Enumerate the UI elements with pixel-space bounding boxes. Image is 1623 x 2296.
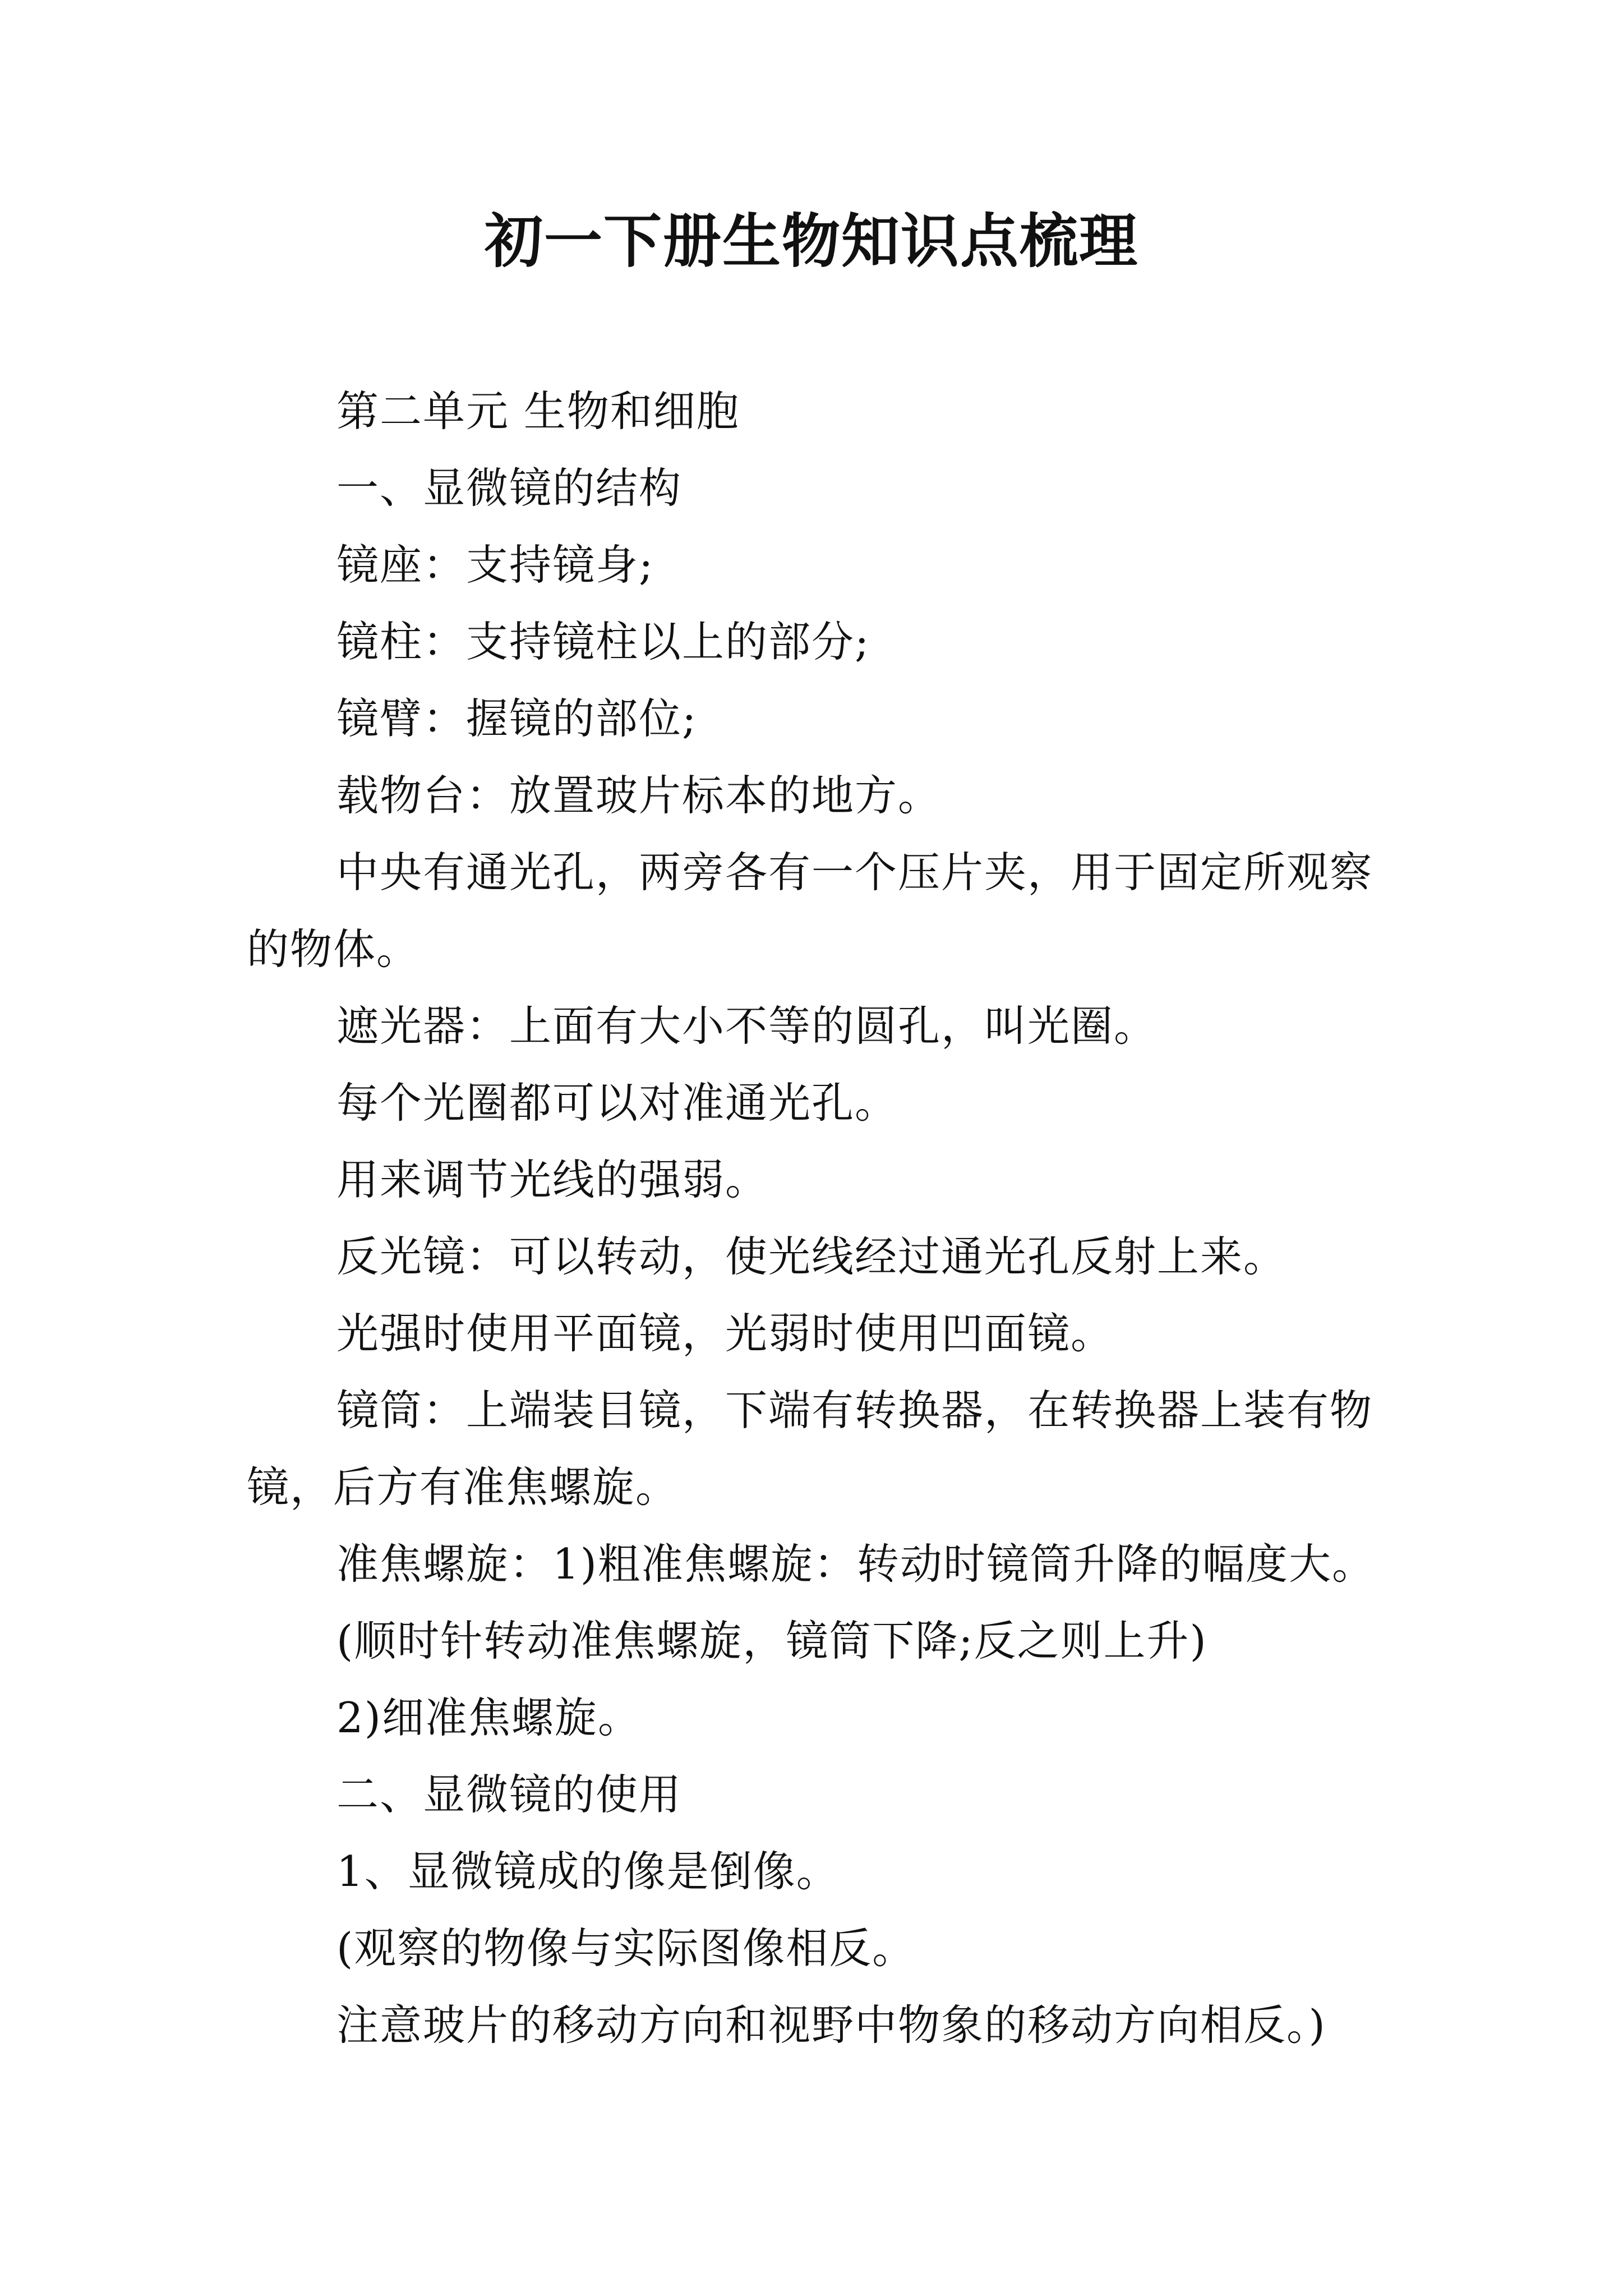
paragraph: (观察的物像与实际图像相反。 — [336, 1924, 916, 1973]
paragraph: 准焦螺旋：1)粗准焦螺旋：转动时镜筒升降的幅度大。 — [336, 1539, 1375, 1589]
paragraph: 2)细准焦螺旋。 — [336, 1693, 641, 1742]
paragraph: 镜座：支持镜身; — [336, 540, 654, 590]
paragraph: 镜柱：支持镜柱以上的部分; — [336, 617, 870, 666]
paragraph-unit-heading: 第二单元 生物和细胞 — [336, 386, 740, 436]
paragraph: 镜筒：上端装目镜，下端有转换器，在转换器上装有物镜，后方有准焦螺旋。 — [247, 1386, 1373, 1512]
paragraph: 用来调节光线的强弱。 — [336, 1155, 769, 1204]
paragraph: 中央有通光孔，两旁各有一个压片夹，用于固定所观察的物体。 — [247, 848, 1373, 974]
paragraph: (顺时针转动准焦螺旋，镜筒下降;反之则上升) — [336, 1616, 1207, 1665]
paragraph: 每个光圈都可以对准通光孔。 — [336, 1078, 898, 1128]
document-body — [247, 373, 1388, 2064]
paragraph: 反光镜：可以转动，使光线经过通光孔反射上来。 — [336, 1232, 1287, 1281]
paragraph-section-heading-usage: 二、显微镜的使用 — [336, 1770, 683, 1819]
paragraph: 镜臂：握镜的部位; — [336, 694, 698, 743]
paragraph-section-heading-structure: 一、显微镜的结构 — [336, 463, 683, 513]
paragraph: 1、显微镜成的像是倒像。 — [336, 1847, 840, 1896]
paragraph: 光强时使用平面镜，光弱时使用凹面镜。 — [336, 1309, 1114, 1358]
paragraph: 遮光器：上面有大小不等的圆孔，叫光圈。 — [336, 1001, 1158, 1051]
paragraph: 注意玻片的移动方向和视野中物象的移动方向相反。) — [336, 2000, 1326, 2050]
page-title: 初一下册生物知识点梳理 — [484, 206, 1138, 275]
paragraph: 载物台：放置玻片标本的地方。 — [336, 771, 942, 820]
